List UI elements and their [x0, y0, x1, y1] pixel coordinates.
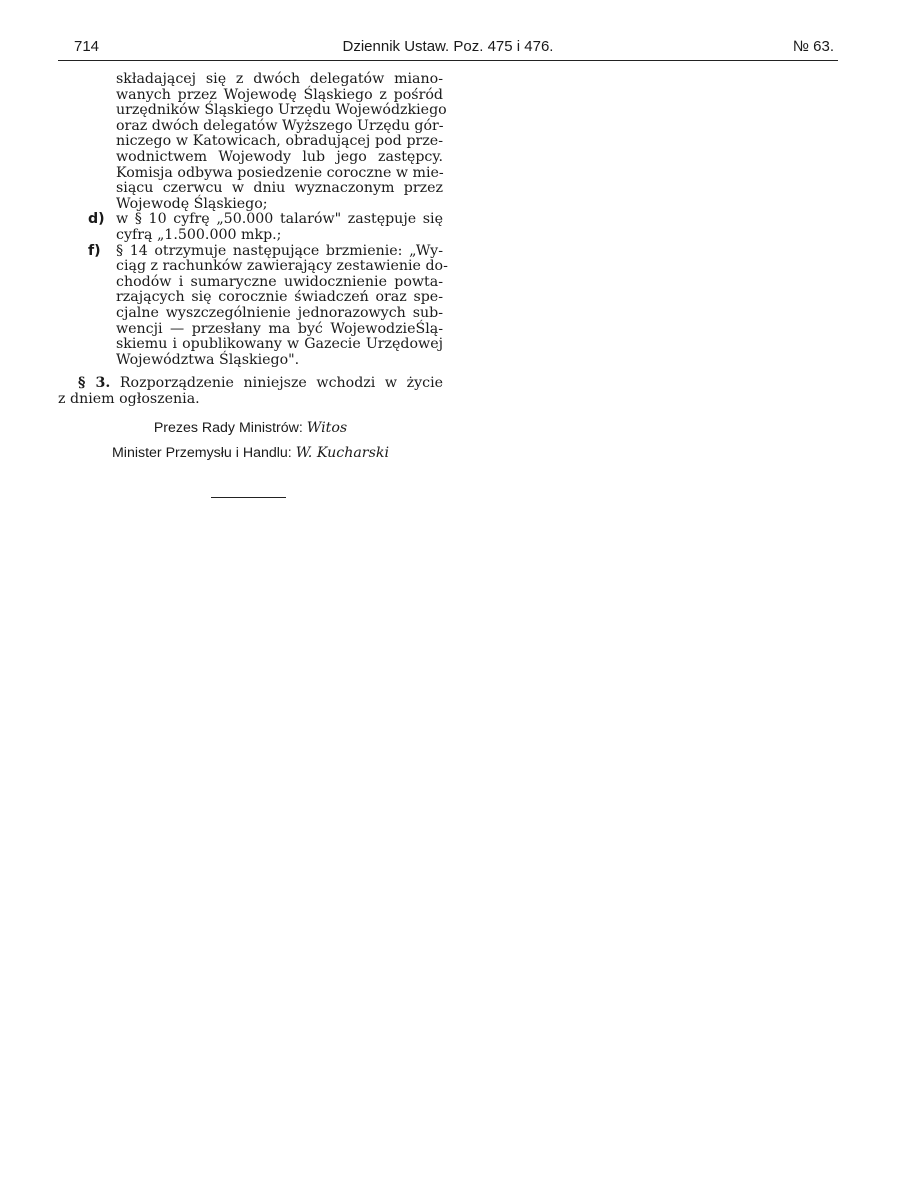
text-line: wanych przez Wojewodę Śląskiego z pośród [116, 86, 443, 103]
text-line: z dniem ogłoszenia. [58, 390, 200, 407]
journal-title: Dziennik Ustaw. Poz. 475 i 476. [342, 38, 554, 55]
page-number: 714 [74, 38, 100, 55]
text-line: siącu czerwcu w dniu wyznaczonym przez [116, 180, 443, 197]
signature-prime-minister [58, 421, 443, 437]
text-line: Komisja odbywa posiedzenie coroczne w mie- [116, 164, 444, 181]
text-line: § 14 otrzymuje następujące brzmienie: „Wy- [116, 242, 443, 259]
section-text: Rozporządzenie niniejsze wchodzi w życie [119, 375, 444, 392]
text-line: w § 10 cyfrę „50.000 talarów" zastępuje się [116, 211, 443, 228]
item-marker: f) [88, 242, 101, 259]
continuation-paragraph [58, 71, 447, 212]
signature-minister [58, 446, 443, 462]
issue-number: № 63. [792, 38, 834, 55]
signature-role: Prezes Rady Ministrów: [153, 420, 303, 437]
closing-rule [211, 497, 286, 498]
text-line: Województwa Śląskiego". [116, 351, 300, 368]
section-3 [58, 376, 443, 407]
text-line: ciąg z rachunków zawierający zestawienie do- [116, 258, 448, 275]
text-line [58, 376, 443, 392]
text-line: wencji — przesłany ma być WojewodzieŚlą- [116, 320, 443, 337]
text-line: skiemu i opublikowany w Gazecie Urzędowej [116, 336, 443, 353]
signature-name: Witos [306, 420, 348, 437]
section-number: § 3. [78, 375, 111, 392]
header-rule [58, 60, 838, 61]
text-line: wodnictwem Wojewody lub jego zastępcy. [116, 148, 443, 165]
list-item-f [58, 242, 448, 369]
text-line: rzających się corocznie świadczeń oraz spe- [116, 289, 443, 306]
page-header [58, 38, 838, 62]
text-line: cjalne wyszczególnienie jednorazowych sub- [116, 304, 443, 321]
text-line: niczego w Katowicach, obradującej pod prze- [116, 133, 443, 150]
text-line: chodów i sumaryczne uwidocznienie powta- [116, 273, 443, 290]
list-item-d [58, 212, 443, 243]
text-line: Wojewodę Śląskiego; [116, 195, 268, 212]
text-column [58, 71, 448, 462]
text-line: składającej się z dwóch delegatów miano- [116, 71, 443, 87]
signature-role: Minister Przemysłu i Handlu: [111, 445, 292, 462]
text-line: oraz dwóch delegatów Wyższego Urzędu gór- [116, 117, 444, 134]
signature-name: W. Kucharski [295, 445, 389, 462]
item-marker: d) [88, 211, 105, 228]
text-line: urzędników Śląskiego Urzędu Wojewódzkiego [116, 102, 447, 119]
text-line: cyfrą „1.500.000 mkp.; [116, 226, 282, 243]
